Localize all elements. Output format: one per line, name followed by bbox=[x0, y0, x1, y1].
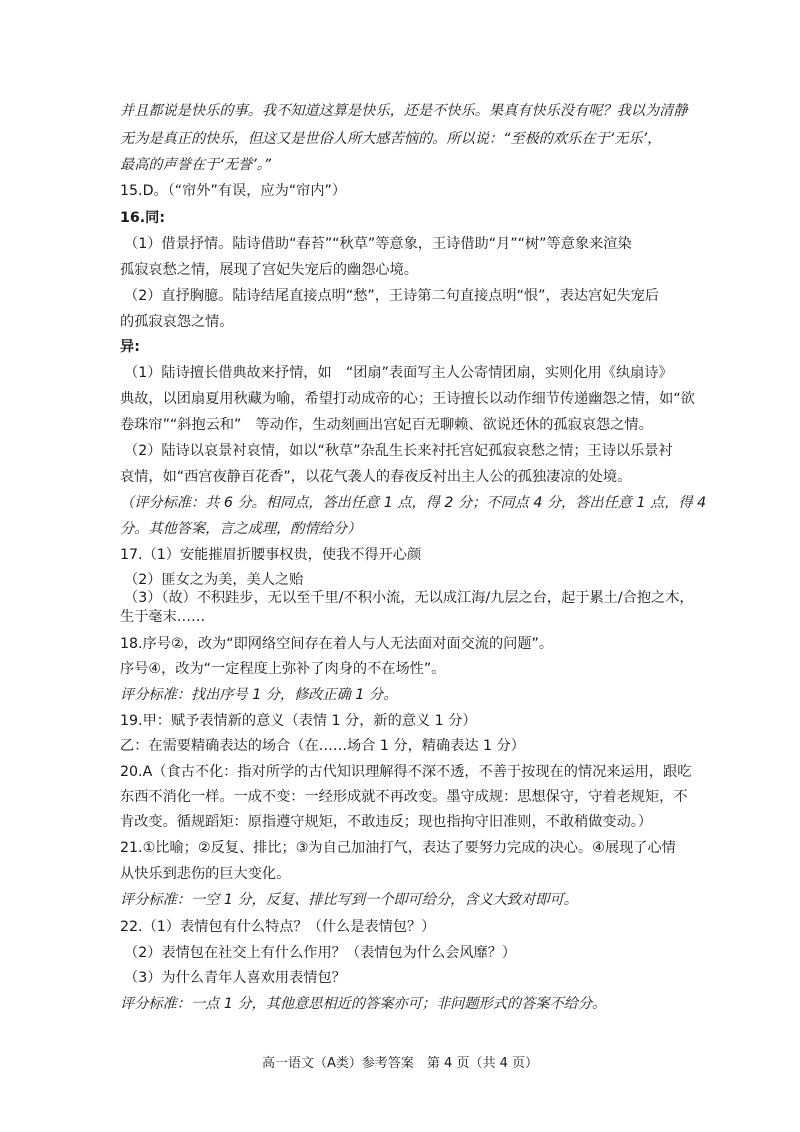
text-line: （1）陆诗擅长借典故来抒情，如 “团扇”表面写主人公寄情团扇，实则化用《纨扇诗》 bbox=[124, 365, 673, 381]
answer-16-heading-same: 16.同: bbox=[120, 210, 165, 226]
text-line: 孤寂哀愁之情，展现了宫妃失宠后的幽怨心境。 bbox=[120, 262, 418, 278]
text-line: 最高的声誉在于‘无誉’。” bbox=[120, 157, 272, 173]
answer-20: 20.A（食古不化：指对所学的古代知识理解得不深不透，不善于按现在的情况来运用，跟吃 bbox=[120, 764, 692, 780]
text-line: 序号④，改为“一定程度上弥补了肉身的不在场性”。 bbox=[120, 661, 446, 677]
answer-22: 22.（1）表情包有什么特点？（什么是表情包？） bbox=[120, 919, 436, 935]
text-line: 肯改变。循规蹈矩：原指遵守规矩，不敢违反；现也指拘守旧准则，不敢稍做变动。） bbox=[120, 814, 653, 830]
text-line: 的孤寂哀怨之情。 bbox=[120, 314, 234, 330]
answer-17: 17.（1）安能摧眉折腰事权贵，使我不得开心颜 bbox=[120, 547, 422, 563]
scoring-note: 评分标准：找出序号 1 分，修改正确 1 分。 bbox=[120, 687, 398, 703]
scoring-note: （评分标准：共 6 分。相同点，答出任意 1 点，得 2 分；不同点 4 分，答出任意 1 点，得 4 bbox=[120, 495, 707, 511]
text-line: （2）直抒胸臆。陆诗结尾直接点明“愁”，王诗第二句直接点明“恨”，表达宫妃失宠后 bbox=[124, 288, 659, 304]
text-line: 乙：在需要精确表达的场合（在……场合 1 分，精确表达 1 分） bbox=[120, 738, 525, 754]
text-line: 无为是真正的快乐，但这又是世俗人所大感苦恼的。所以说：“至极的欢乐在于‘无乐’， bbox=[120, 131, 662, 147]
text-line: 卷珠帘”“斜抱云和” 等动作，生动刻画出宫妃百无聊赖、欲说还休的孤寂哀怨之情。 bbox=[120, 417, 653, 433]
page-footer: 高一语文（A类）参考答案 第 4 页（共 4 页） bbox=[262, 1056, 538, 1071]
text-line: （1）借景抒情。陆诗借助“春苔”“秋草”等意象，王诗借助“月”“树”等意象来渲染 bbox=[124, 236, 632, 252]
answer-16-heading-diff: 异: bbox=[120, 339, 140, 355]
text-line: 哀情，如“西宫夜静百花香”，以花气袭人的春夜反衬出主人公的孤独凄凉的处境。 bbox=[120, 469, 632, 485]
answer-15: 15.D。（“帘外”有误，应为“帘内”） bbox=[120, 183, 347, 199]
scoring-note: 分。其他答案，言之成理，酌情给分） bbox=[120, 521, 362, 537]
answer-18: 18.序号②，改为“即网络空间存在着人与人无法面对面交流的问题”。 bbox=[120, 636, 554, 652]
answer-21: 21.①比喻；②反复、排比；③为自己加油打气，表达了要努力完成的决心。④展现了心情 bbox=[120, 840, 676, 856]
text-line: （2）表情包在社交上有什么作用？（表情包为什么会风靡？） bbox=[124, 945, 517, 961]
text-line: 并且都说是快乐的事。我不知道这算是快乐，还是不快乐。果真有快乐没有呢？我以为清静 bbox=[120, 103, 688, 119]
text-line: 生于毫末…… bbox=[120, 609, 206, 625]
text-line: 从快乐到悲伤的巨大变化。 bbox=[120, 866, 291, 882]
text-line: （2）陆诗以哀景衬哀情，如以“秋草”杂乱生长来衬托宫妃孤寂哀愁之情；王诗以乐景衬 bbox=[124, 443, 673, 459]
text-line: （3）为什么青年人喜欢用表情包？ bbox=[124, 970, 346, 986]
scoring-note: 评分标准：一空 1 分，反复、排比写到一个即可给分，含义大致对即可。 bbox=[120, 892, 578, 908]
text-line: 东西不消化一样。一成不变：一经形成就不再改变。墨守成规：思想保守，守着老规矩，不 bbox=[120, 789, 688, 805]
text-line: 典故，以团扇夏用秋藏为喻，希望打动成帝的心；王诗擅长以动作细节传递幽怨之情，如“欲 bbox=[120, 391, 695, 407]
text-line: （2）匪女之为美，美人之贻 bbox=[124, 572, 304, 588]
answer-19: 19.甲：赋予表情新的意义（表情 1 分，新的意义 1 分） bbox=[120, 713, 477, 729]
text-line: （3）（故）不积跬步，无以至千里/不积小流，无以成江海/九层之台，起于累土/合抱之木， bbox=[124, 590, 694, 606]
scoring-note: 评分标准：一点 1 分，其他意思相近的答案亦可；非问题形式的答案不给分。 bbox=[120, 996, 607, 1012]
